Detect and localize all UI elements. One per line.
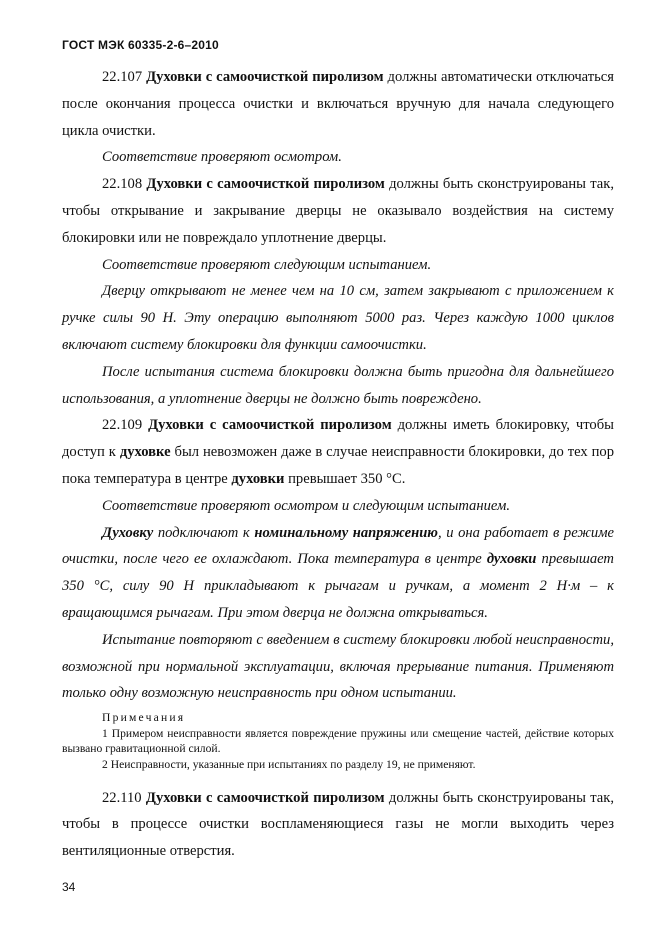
compliance-22-108: Соответствие проверяют следующим испытанием. — [102, 256, 432, 273]
defined-term: Духовки с самоочисткой пиролизом — [148, 417, 392, 434]
clause-text: превышает 350 °С. — [288, 470, 406, 487]
test-text: превышает 350 °С, силу 90 Н прикладывают к рычагам и ручкам, а момент 2 Н·м – к вращающимся рычагам. При этом дверца не должна открываться. — [62, 551, 614, 621]
test-22-109-b: Испытание повторяют с введением в систему блокировки любой неисправности, возможной при нормальной эксплуатации, включая прерывание питания. Применяют только одну возможную неисправность при одном испытании. — [62, 631, 614, 702]
note-1: 1 Примером неисправности является повреждение пружины или смещение частей, действие которых вызвано гравитационной силой. — [62, 726, 614, 756]
clause-text: был невозможен даже в случае неисправности блокировки, до тех пор пока температура в центре — [62, 444, 614, 487]
clause-22-108 — [62, 171, 614, 251]
defined-term: Духовки с самоочисткой пиролизом — [146, 176, 385, 193]
notes-block — [62, 710, 614, 772]
defined-term: Духовки с самоочисткой пиролизом — [146, 69, 384, 85]
defined-term: Духовку — [102, 524, 154, 541]
page-number: 34 — [62, 880, 76, 894]
clause-22-109 — [62, 412, 614, 492]
defined-term: Духовки с самоочисткой пиролизом — [145, 789, 385, 806]
clause-text: должны автоматически отключаться после окончания процесса очистки и включаться вручную для начала следующего цикла очистки. — [62, 69, 614, 139]
notes-heading: Примечания — [102, 711, 186, 725]
clause-text: должны иметь блокировку, чтобы доступ к — [62, 417, 614, 461]
clause-22-107 — [62, 64, 614, 144]
test-22-109-a — [62, 520, 614, 627]
test-text: , и она работает в режиме очистки, после чего ее охлаждают. Пока температура в центре — [62, 524, 615, 568]
clause-number: 22.110 — [102, 789, 142, 806]
test-22-108-b: После испытания система блокировки должна быть пригодна для дальнейшего использования, а уплотнение дверцы не должно быть повреждено. — [62, 363, 614, 407]
note-2: 2 Неисправности, указанные при испытаниях по разделу 19, не применяют. — [102, 757, 476, 771]
test-text: подключают к — [157, 524, 250, 541]
defined-term: духовки — [486, 551, 537, 568]
clause-number: 22.108 — [102, 176, 143, 193]
clause-number: 22.109 — [102, 417, 143, 434]
standard-header: ГОСТ МЭК 60335-2-6–2010 — [62, 38, 219, 52]
compliance-22-109: Соответствие проверяют осмотром и следующим испытанием. — [102, 497, 510, 514]
document-body — [62, 64, 614, 865]
defined-term: духовке — [119, 444, 171, 461]
test-22-108-a: Дверцу открывают не менее чем на 10 см, затем закрывают с приложением к ручке силы 90 Н. Эту операцию выполняют 5000 раз. Через каждую 1000 циклов включают систему блокировки для функции самоочистки. — [62, 283, 614, 353]
clause-22-110 — [62, 785, 614, 865]
defined-term: духовки — [231, 470, 285, 487]
compliance-22-107: Соответствие проверяют осмотром. — [102, 149, 342, 166]
defined-term: номинальному напряжению — [254, 524, 438, 541]
clause-text: должны быть сконструированы так, чтобы открывание и закрывание дверцы не оказывало воздействия на систему блокировки или не повреждало уплотнение дверцы. — [62, 176, 614, 246]
clause-number: 22.107 — [102, 69, 143, 85]
clause-text: должны быть сконструированы так, чтобы в процессе очистки воспламеняющиеся газы не могли выходить через вентиляционные отверстия. — [62, 789, 614, 860]
